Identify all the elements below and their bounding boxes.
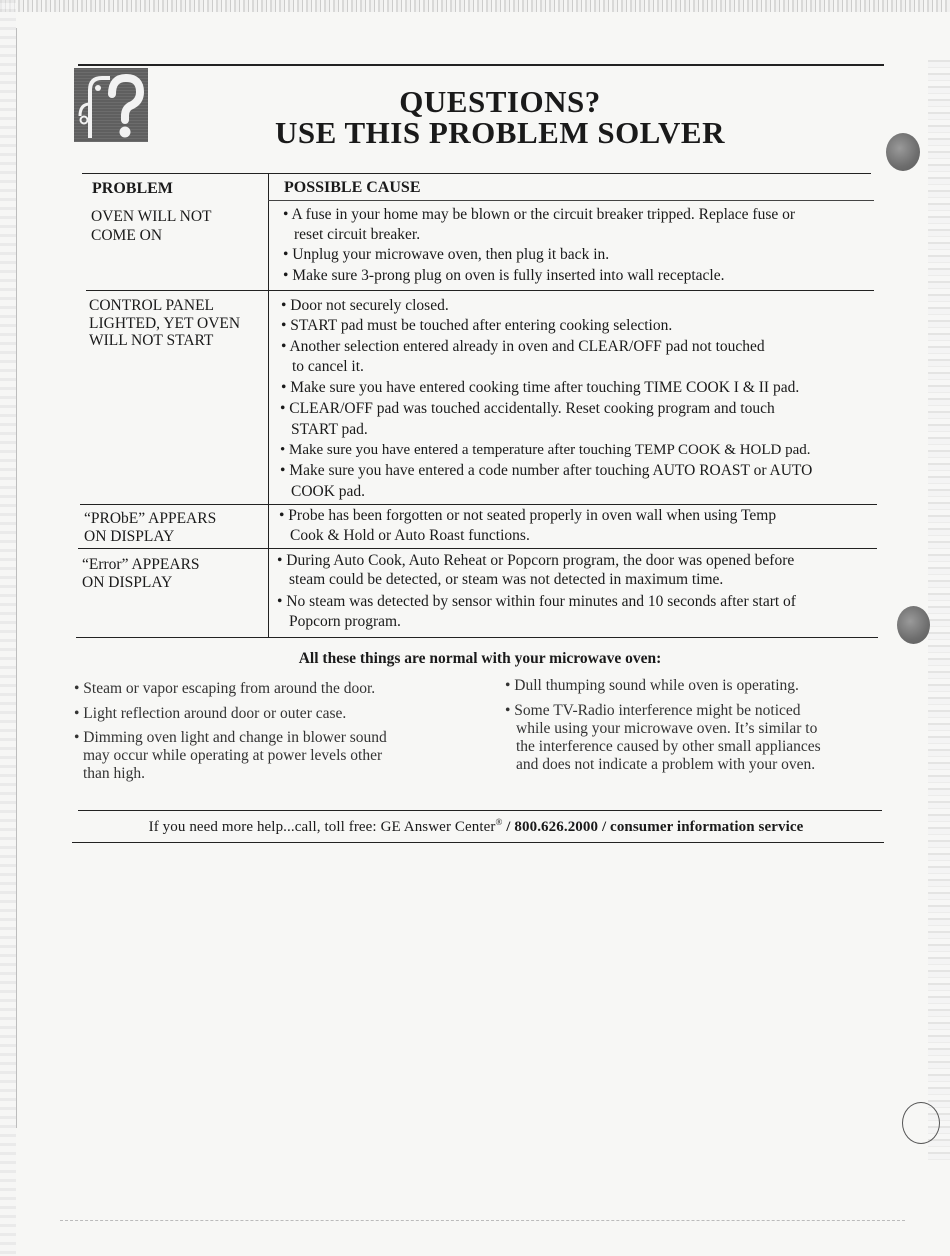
- punch-hole-bottom: [902, 1102, 940, 1144]
- cause-text: • Probe has been forgotten or not seated properly in oven wall when using Temp: [279, 507, 777, 524]
- punch-hole-middle: [897, 606, 930, 644]
- scan-artifact-left: [0, 0, 16, 1256]
- cause-text: • Make sure 3-prong plug on oven is fully inserted into wall receptacle.: [283, 267, 725, 284]
- footer-rest: / 800.626.2000 / consumer information service: [502, 819, 804, 835]
- scan-artifact-bottom: [60, 1220, 905, 1221]
- help-footer: [76, 817, 876, 836]
- footer-top-rule: [78, 810, 882, 811]
- problem-label: WILL NOT START: [89, 332, 214, 349]
- table-top-rule: [82, 173, 871, 174]
- cause-text: • START pad must be touched after entering cooking selection.: [281, 317, 673, 334]
- normals-heading: All these things are normal with your microwave oven:: [298, 650, 662, 667]
- normal-item: than high.: [83, 765, 145, 782]
- cause-text: • CLEAR/OFF pad was touched accidentally. Reset cooking program and touch: [280, 400, 775, 417]
- table-header-rule: [268, 200, 874, 201]
- column-header-cause: POSSIBLE CAUSE: [284, 179, 421, 196]
- normal-item: while using your microwave oven. It’s similar to: [516, 720, 818, 737]
- question-logo-icon: [74, 68, 148, 142]
- cause-text: Popcorn program.: [289, 613, 401, 630]
- cause-text: START pad.: [291, 421, 368, 438]
- problem-label: ON DISPLAY: [82, 574, 173, 591]
- cause-text: • Unplug your microwave oven, then plug it back in.: [283, 246, 610, 263]
- cause-text: • No steam was detected by sensor within four minutes and 10 seconds after start of: [277, 593, 796, 610]
- cause-text: steam could be detected, or steam was not detected in maximum time.: [289, 571, 724, 588]
- footer-bottom-rule: [72, 842, 884, 843]
- cause-text: • Door not securely closed.: [281, 297, 449, 314]
- row-divider-1: [86, 290, 874, 291]
- cause-text: • During Auto Cook, Auto Reheat or Popcorn program, the door was opened before: [277, 552, 795, 569]
- footer-registered-mark: ®: [495, 817, 503, 827]
- problem-label: CONTROL PANEL: [89, 297, 215, 314]
- problem-label: “Error” APPEARS: [82, 556, 200, 573]
- column-header-problem: PROBLEM: [92, 180, 173, 197]
- row-divider-3: [78, 548, 877, 549]
- cause-text: • Make sure you have entered a temperature after touching TEMP COOK & HOLD pad.: [280, 442, 811, 458]
- cause-text: Cook & Hold or Auto Roast functions.: [290, 527, 530, 544]
- problem-label: ON DISPLAY: [84, 528, 175, 545]
- scan-artifact-top: [0, 0, 950, 12]
- cause-text: reset circuit breaker.: [294, 226, 421, 243]
- cause-text: • Make sure you have entered cooking time after touching TIME COOK I & II pad.: [281, 379, 800, 396]
- cause-text: COOK pad.: [291, 483, 366, 500]
- title-line-1: QUESTIONS?: [399, 84, 601, 119]
- normal-item: the interference caused by other small appliances: [516, 738, 821, 755]
- normal-item: • Steam or vapor escaping from around the door.: [74, 680, 376, 697]
- page-title: [150, 86, 850, 148]
- cause-text: • A fuse in your home may be blown or the circuit breaker tripped. Replace fuse or: [283, 206, 796, 223]
- problem-label: LIGHTED, YET OVEN: [89, 315, 241, 332]
- normal-item: • Some TV-Radio interference might be noticed: [505, 702, 801, 719]
- footer-answer-center: GE Answer Center: [380, 819, 496, 835]
- cause-text: • Another selection entered already in oven and CLEAR/OFF pad not touched: [281, 338, 765, 355]
- normal-item: and does not indicate a problem with your oven.: [516, 756, 816, 773]
- title-line-2: USE THIS PROBLEM SOLVER: [275, 115, 725, 150]
- row-divider-2: [80, 504, 877, 505]
- cause-text: • Make sure you have entered a code number after touching AUTO ROAST or AUTO: [280, 462, 813, 479]
- normal-item: • Dull thumping sound while oven is operating.: [505, 677, 799, 694]
- footer-lead: If you need more help...call, toll free:: [148, 819, 381, 835]
- problem-label: “PRObE” APPEARS: [84, 510, 217, 527]
- page-edge: [16, 28, 17, 1128]
- cause-text: to cancel it.: [292, 358, 364, 375]
- normal-item: may occur while operating at power levels other: [83, 747, 383, 764]
- scan-artifact-right: [928, 60, 950, 1160]
- header-rule: [78, 64, 884, 66]
- table-bottom-rule: [76, 637, 878, 638]
- normal-item: • Dimming oven light and change in blower sound: [74, 729, 387, 746]
- normal-item: • Light reflection around door or outer case.: [74, 705, 347, 722]
- table-column-divider: [268, 173, 269, 638]
- punch-hole-top: [886, 133, 920, 171]
- problem-label: OVEN WILL NOT: [91, 208, 212, 225]
- problem-label: COME ON: [91, 227, 163, 244]
